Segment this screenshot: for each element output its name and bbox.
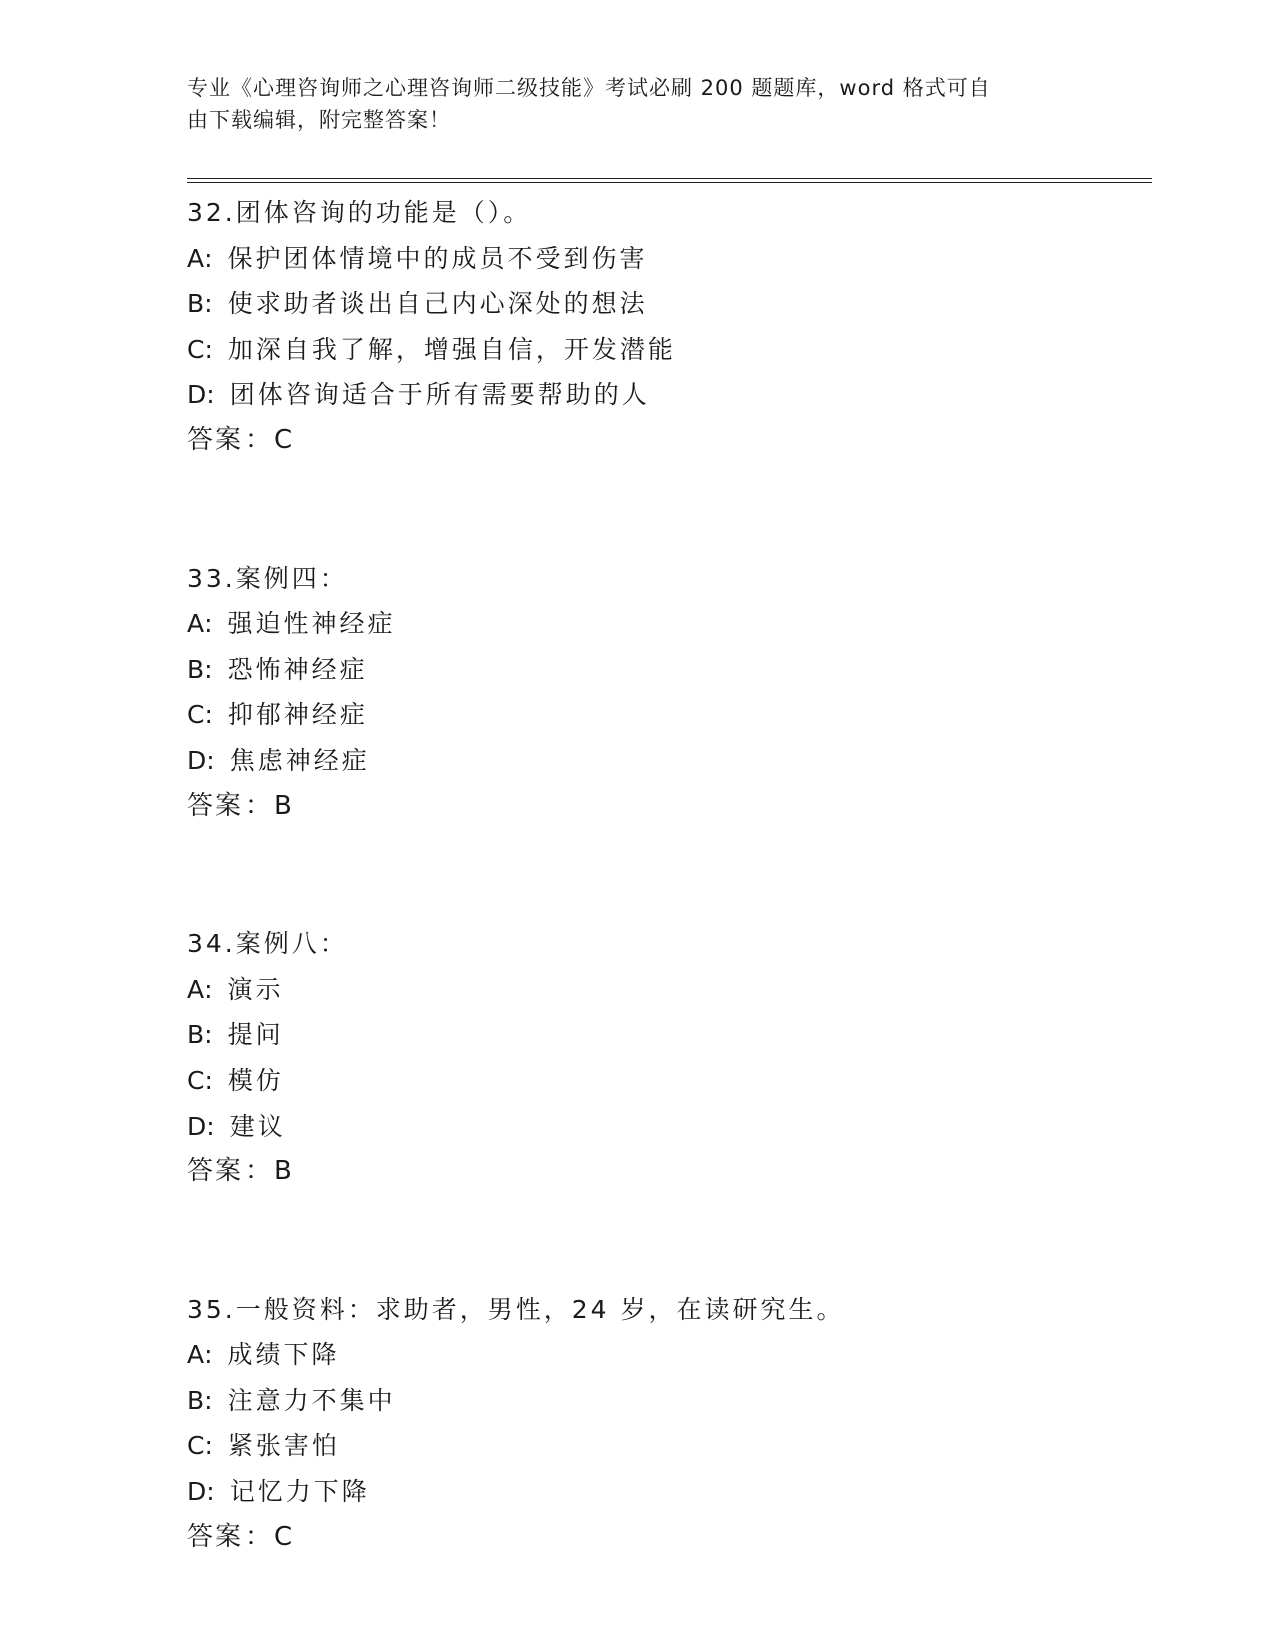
option-text: 建议: [229, 1111, 286, 1141]
option-text: 恐怖神经症: [227, 654, 368, 684]
option-line: [187, 372, 1147, 418]
option-text: 抑郁神经症: [227, 700, 368, 730]
option-separator: :: [204, 1431, 216, 1461]
option-separator: :: [204, 1385, 216, 1415]
option-letter: B: [187, 654, 205, 684]
option-text: 焦虑神经症: [229, 745, 370, 775]
question-block: [187, 556, 1147, 830]
option-separator: :: [204, 974, 216, 1004]
answer-separator: ：: [245, 1156, 273, 1187]
option-text: 使求助者谈出自己内心深处的想法: [227, 289, 648, 319]
option-line: [187, 1058, 1147, 1104]
question-stem: 34.案例八：: [187, 929, 348, 959]
option-separator: :: [204, 1020, 216, 1050]
option-letter: D: [187, 380, 207, 410]
option-separator: :: [204, 1340, 216, 1370]
option-letter: A: [187, 1340, 205, 1370]
question-stem: 32.团体咨询的功能是（）。: [187, 198, 532, 227]
option-line: [187, 1332, 1147, 1378]
option-line: [187, 647, 1147, 693]
option-separator: :: [204, 243, 216, 273]
option-letter: C: [187, 700, 205, 730]
answer-label: 答案: [187, 790, 244, 821]
option-letter: A: [187, 243, 205, 273]
answer-separator: ：: [245, 790, 273, 821]
answer-label: 答案: [187, 1521, 244, 1552]
option-separator: :: [204, 289, 216, 319]
option-text: 提问: [227, 1020, 284, 1050]
document-header: [187, 72, 1067, 136]
header-line-1: 专业《心理咨询师之心理咨询师二级技能》考试必刷 200 题题库，word 格式可自: [187, 76, 991, 100]
answer-separator: ：: [245, 1521, 273, 1552]
option-line: [187, 738, 1147, 784]
option-text: 模仿: [227, 1065, 284, 1095]
option-text: 紧张害怕: [227, 1431, 340, 1461]
option-text: 注意力不集中: [227, 1385, 396, 1415]
question-stem: 35.一般资料：求助者，男性，24 岁，在读研究生。: [187, 1294, 845, 1324]
option-text: 演示: [227, 974, 284, 1004]
option-line: [187, 967, 1147, 1013]
option-line: [187, 692, 1147, 738]
option-separator: :: [206, 380, 218, 410]
option-letter: C: [187, 1431, 205, 1461]
option-text: 保护团体情境中的成员不受到伤害: [227, 243, 648, 273]
answer-label: 答案: [187, 424, 244, 455]
answer-separator: ：: [245, 424, 273, 455]
option-text: 记忆力下降: [229, 1477, 370, 1507]
option-line: [187, 236, 1147, 282]
option-line: [187, 601, 1147, 647]
option-letter: A: [187, 609, 205, 639]
answer-value: C: [274, 424, 294, 455]
option-text: 加深自我了解，增强自信，开发潜能: [227, 334, 676, 364]
question-stem: 33.案例四：: [187, 563, 348, 593]
option-separator: :: [206, 745, 218, 775]
question-block: [187, 1287, 1147, 1561]
header-line-2: 由下载编辑，附完整答案！: [187, 108, 451, 132]
option-separator: :: [204, 654, 216, 684]
header-divider: [187, 178, 1152, 183]
answer-line: [187, 1149, 1147, 1195]
option-line: [187, 1469, 1147, 1515]
option-line: [187, 327, 1147, 373]
option-letter: C: [187, 1065, 205, 1095]
option-letter: C: [187, 334, 205, 364]
option-separator: :: [204, 609, 216, 639]
question-block: [187, 921, 1147, 1195]
option-text: 成绩下降: [227, 1340, 340, 1370]
option-text: 强迫性神经症: [227, 609, 396, 639]
answer-value: B: [274, 790, 293, 821]
option-letter: A: [187, 974, 205, 1004]
answer-value: C: [274, 1521, 294, 1552]
option-line: [187, 1423, 1147, 1469]
option-line: [187, 1104, 1147, 1150]
option-separator: :: [204, 1065, 216, 1095]
option-letter: D: [187, 1477, 207, 1507]
answer-line: [187, 1515, 1147, 1561]
option-separator: :: [206, 1477, 218, 1507]
option-letter: B: [187, 1020, 205, 1050]
question-list: [187, 190, 1147, 1652]
answer-line: [187, 418, 1147, 464]
option-separator: :: [206, 1111, 218, 1141]
option-line: [187, 281, 1147, 327]
option-letter: D: [187, 1111, 207, 1141]
option-letter: B: [187, 289, 205, 319]
option-letter: B: [187, 1385, 205, 1415]
answer-line: [187, 784, 1147, 830]
option-line: [187, 1012, 1147, 1058]
question-block: [187, 190, 1147, 464]
option-line: [187, 1378, 1147, 1424]
option-separator: :: [204, 700, 216, 730]
answer-label: 答案: [187, 1156, 244, 1187]
option-text: 团体咨询适合于所有需要帮助的人: [229, 380, 650, 410]
option-letter: D: [187, 745, 207, 775]
option-separator: :: [204, 334, 216, 364]
answer-value: B: [274, 1156, 293, 1187]
